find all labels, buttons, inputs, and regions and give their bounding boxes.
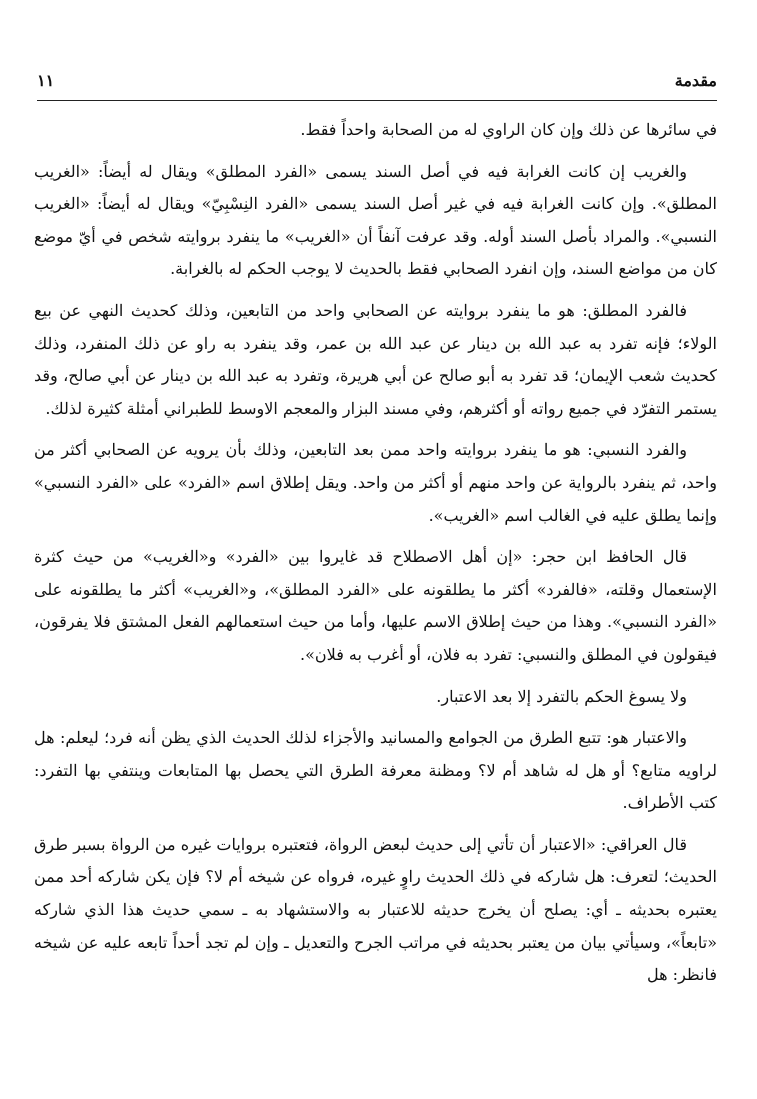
paragraph-itibar-definition: والاعتبار هو: تتبع الطرق من الجوامع والمسانيد والأجزاء لذلك الحديث الذي يظن أنه فرد؛ ليعلم: هل لراويه متابع؟ أو هل له شاهد أم لا؟ ومظنة معرفة الطرق التي يحصل بها المتابعات وينتفي بها التفرد: كتب الأطراف. [34,728,717,813]
paragraph-fard-mutlaq: فالفرد المطلق: هو ما ينفرد بروايته عن الصحابي واحد من التابعين، وذلك كحديث النهي عن بيع الولاء؛ فإنه تفرد به عبد الله بن دينار عن عبد الله بن عمر، وقد ينفرد به راو عن ذلك المنفرد، وذلك كحديث شعب الإيمان؛ قد تفرد به أبو صالح عن أبي هريرة، وتفرد به عبد الله بن دينار عن أبي صالح، وقد يستمر التفرّد في جميع رواته أو أكثرهم، وفي مسند البزار والمعجم الاوسط للطبراني أمثلة كثيرة لذلك. [34,300,717,418]
paragraph-fard-nisbi: والفرد النسبي: هو ما ينفرد بروايته واحد ممن بعد التابعين، وذلك بأن يرويه عن الصحابي أكثر من واحد، ثم ينفرد بالرواية عن واحد منهم أو أكثر من واحد. ويقل إطلاق اسم «الفرد» على «الفرد النسبي» وإنما يطلق عليه في الغالب اسم «الغريب». [34,440,717,525]
section-title: مقدمة [674,70,717,90]
header-divider [37,100,717,101]
paragraph-ibn-hajar-quote: قال الحافظ ابن حجر: «إن أهل الاصطلاح قد غايروا بين «الفرد» و«الغريب» من حيث كثرة الإستعمال وقلته، «فالفرد» أكثر ما يطلقونه على «الفرد المطلق»، و«الغريب» أكثر ما يطلقونه على «الفرد النسبي». وهذا من حيث إطلاق الاسم عليها، وأما من حيث استعمالهم الفعل المشتق فلا يفرقون، فيقولون في المطلق والنسبي: تفرد به فلان، أو أغرب به فلان». [34,547,717,664]
paragraph-iraqi-quote: قال العراقي: «الاعتبار أن تأتي إلى حديث لبعض الرواة، فتعتبره بروايات غيره من الرواة بسبر طرق الحديث؛ لتعرف: هل شاركه في ذلك الحديث راوٍ غيره، فرواه عن شيخه أم لا؟ فإن يكن شاركه أحد ممن يعتبره بحديثه ـ أي: يصلح أن يخرج حديثه للاعتبار به والاستشهاد به ـ سمي حديث هذا الذي شاركه «تابعاً»، وسيأتي بيان من يعتبر بحديثه في مراتب الجرح والتعديل ـ وإن لم تجد أحداً تابعه عليه عن شيخه فانظر: هل [34,834,717,985]
paragraph-itibar-rule: ولا يسوغ الحكم بالتفرد إلا بعد الاعتبار. [436,686,687,706]
paragraph-gharib-definition: والغريب إن كانت الغرابة فيه في أصل السند يسمى «الفرد المطلق» ويقال له أيضاً: «الغريب المطلق». وإن كانت الغرابة فيه في غير أصل السند يسمى «الفرد النِسْبِيّ» ويقال له أيضاً: «الغريب النسبي». والمراد بأصل السند أوله. وقد عرفت آنفاً أن «الغريب» ما ينفرد بروايته شخص في أيّ موضع كان من مواضع السند، وإن انفرد الصحابي فقط بالحديث لا يوجب الحكم له بالغرابة. [34,161,717,279]
body-text [34,114,717,1099]
page-header [37,66,717,94]
paragraph-continuation: في سائرها عن ذلك وإن كان الراوي له من الصحابة واحداً فقط. [300,120,717,139]
page-number: ١١ [37,70,55,90]
